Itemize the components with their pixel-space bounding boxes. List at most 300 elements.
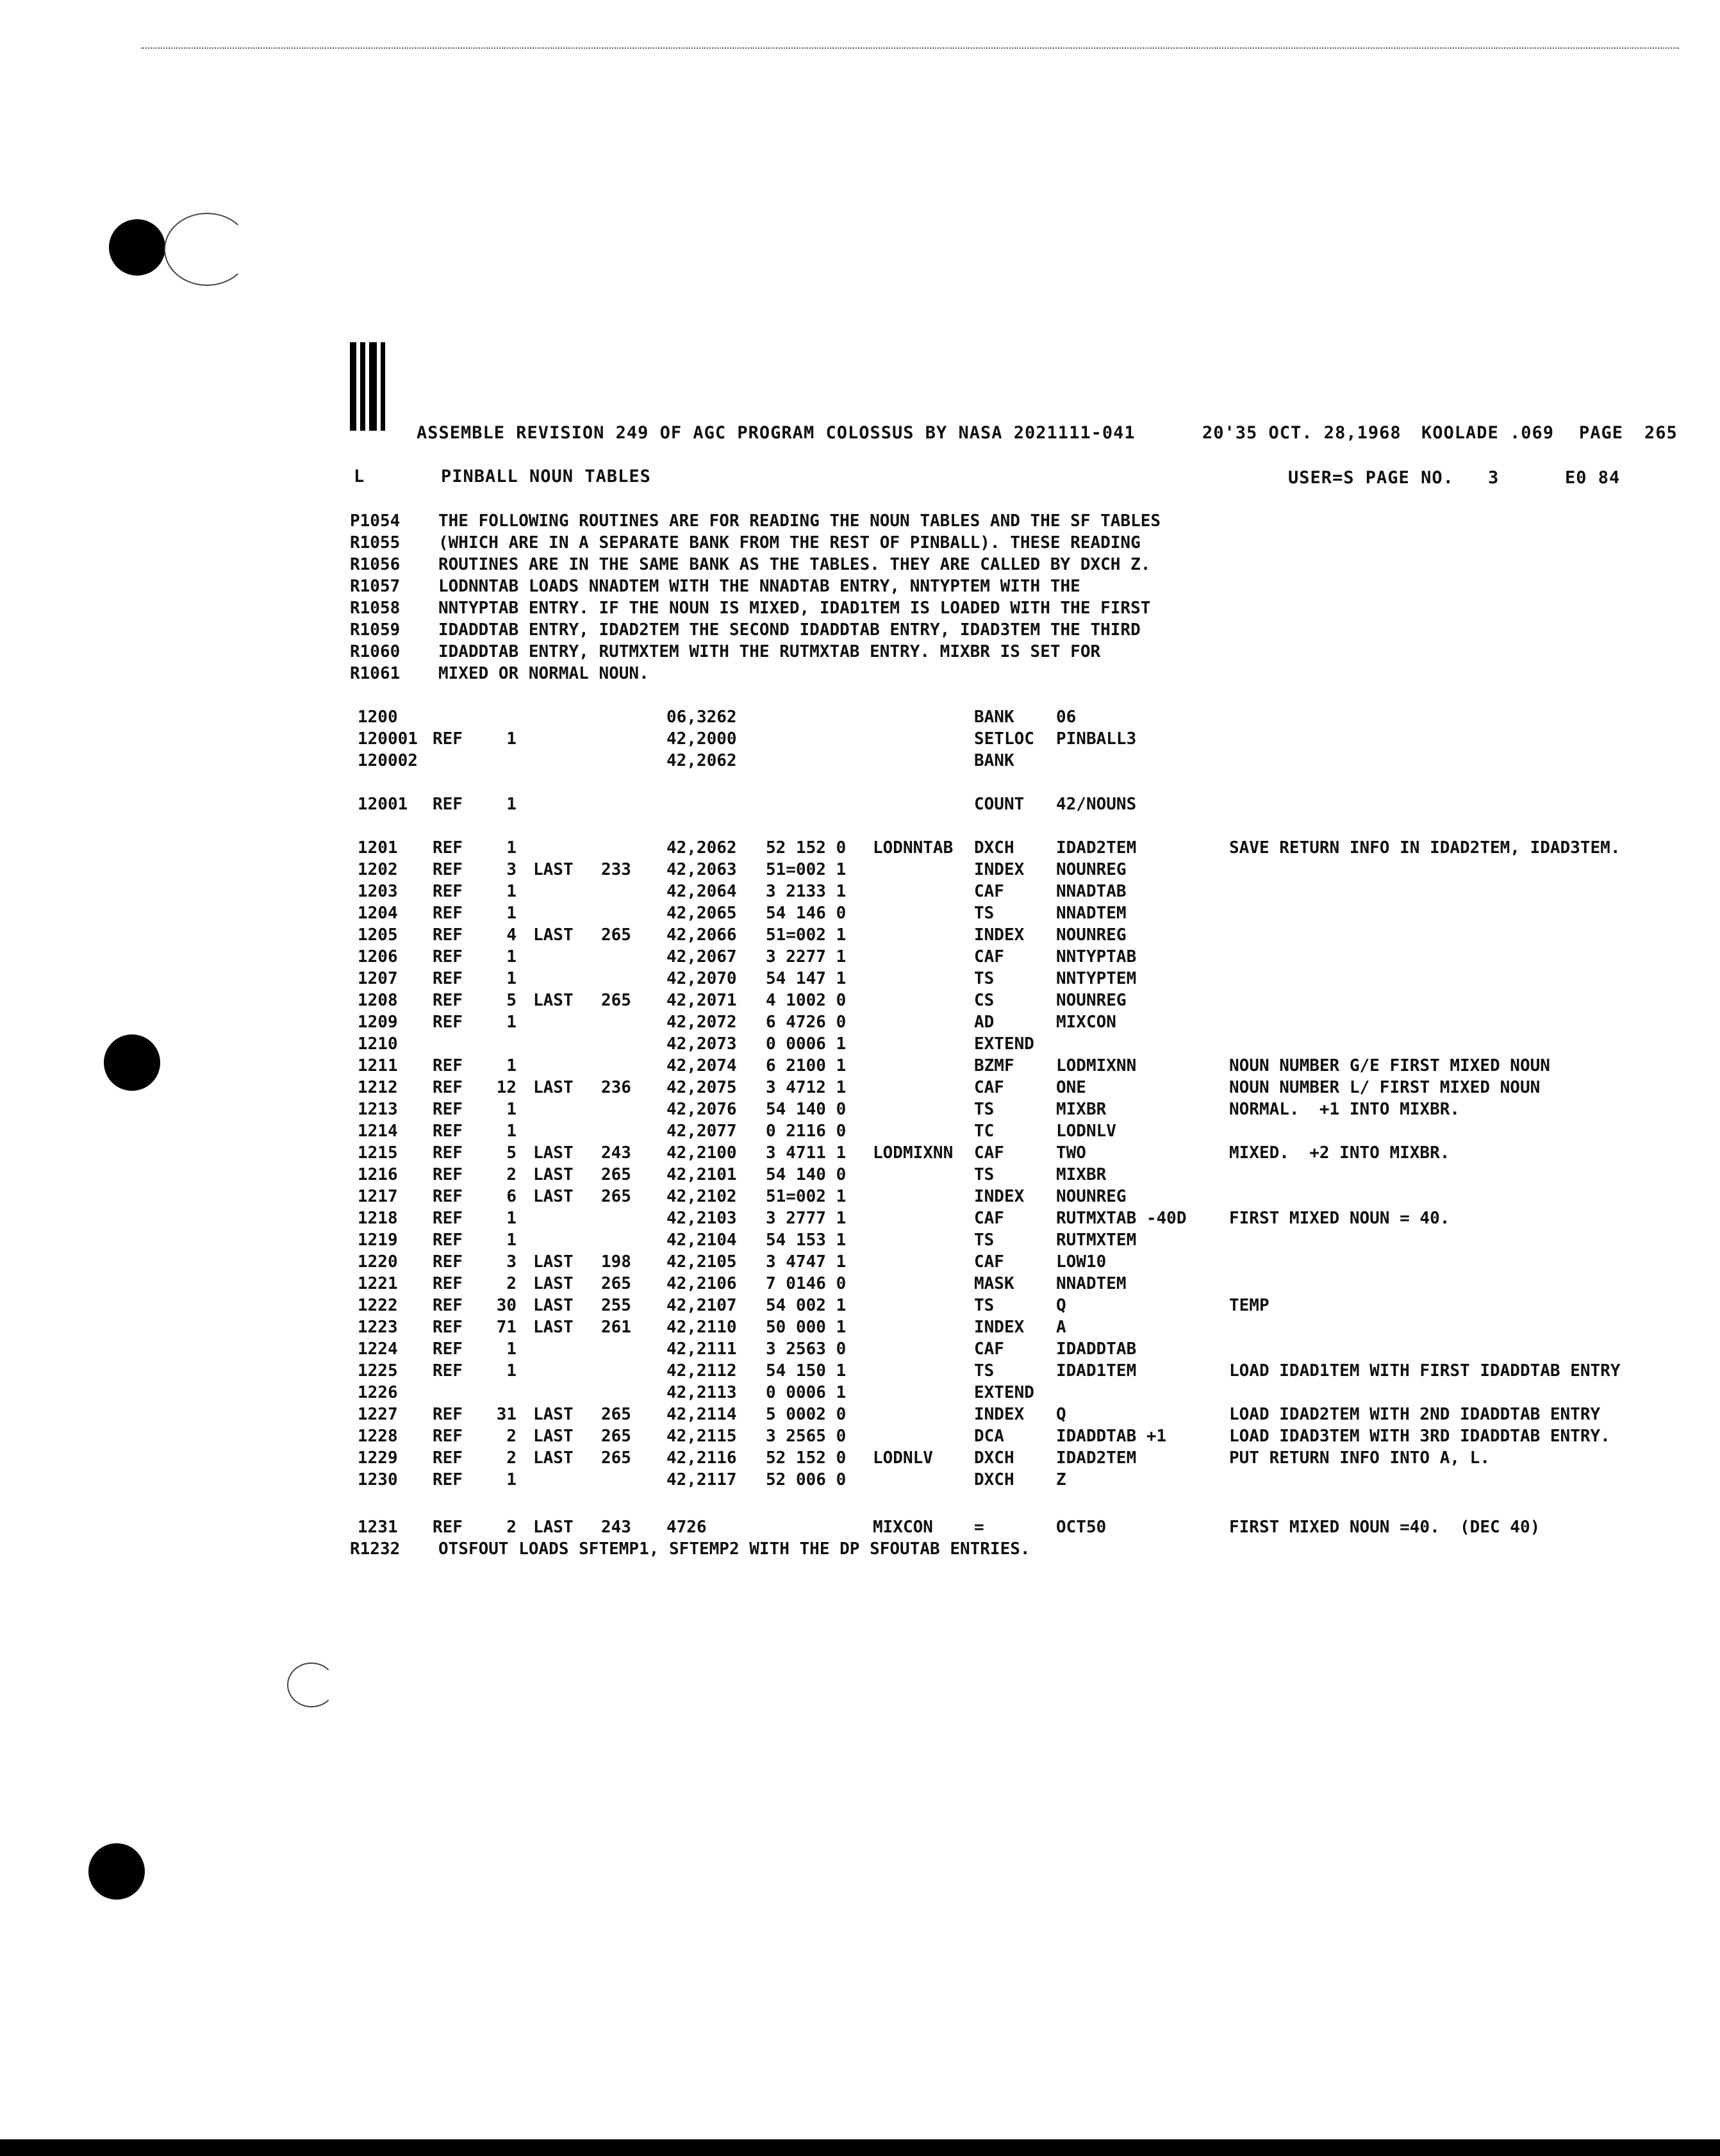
remark-seq: R1061 [350, 664, 401, 683]
listing-row [0, 1209, 1720, 1231]
remark-seq: R1055 [350, 533, 401, 552]
listing-ref-count: 1 [506, 729, 517, 749]
listing-address: 06,3262 [666, 708, 737, 727]
listing-operand: NNADTEM [1056, 904, 1127, 923]
listing-address: 42,2113 [666, 1383, 737, 1402]
listing-machine-code: 54 147 1 [766, 969, 847, 988]
listing-ref-count: 5 [506, 991, 517, 1010]
listing-ref-count: 30 [496, 1296, 517, 1315]
listing-seq: 1227 [358, 1405, 398, 1424]
listing-row [0, 1448, 1720, 1470]
listing-last: LAST [533, 1274, 574, 1293]
listing-machine-code: 6 4726 0 [766, 1013, 847, 1032]
listing-operand: MIXBR [1056, 1100, 1107, 1119]
listing-address: 42,2066 [666, 925, 737, 945]
listing-opcode: INDEX [974, 925, 1025, 945]
listing-label: LODNLV [873, 1448, 933, 1468]
listing-ref-count: 2 [506, 1518, 517, 1537]
listing-machine-code: 54 146 0 [766, 904, 847, 923]
listing-row [0, 1383, 1720, 1405]
listing-address: 42,2115 [666, 1427, 737, 1446]
listing-last-line: 265 [601, 1427, 631, 1446]
listing-row [0, 904, 1720, 925]
listing-seq: 120001 [358, 729, 418, 749]
listing-row [0, 1122, 1720, 1143]
listing-opcode: INDEX [974, 1405, 1025, 1424]
listing-row [0, 1405, 1720, 1427]
remark-line [0, 620, 1720, 642]
listing-row [0, 1100, 1720, 1122]
listing-ref: REF [433, 1427, 463, 1446]
page-number: 265 [1644, 423, 1678, 443]
remark-line [0, 642, 1720, 664]
listing-ref: REF [433, 1078, 463, 1097]
listing-seq: 12001 [358, 795, 408, 814]
remark-seq: R1057 [350, 577, 401, 596]
listing-row [0, 860, 1720, 882]
listing-address: 42,2062 [666, 838, 737, 858]
listing-ref-count: 1 [506, 904, 517, 923]
listing-seq: 1229 [358, 1448, 398, 1468]
listing-operand: NNADTEM [1056, 1274, 1127, 1293]
listing-address: 42,2101 [666, 1165, 737, 1184]
listing-opcode: SETLOC [974, 729, 1034, 749]
listing-address: 42,2106 [666, 1274, 737, 1293]
listing-last: LAST [533, 860, 574, 879]
listing-address: 42,2112 [666, 1361, 737, 1381]
listing-ref-count: 1 [506, 1231, 517, 1250]
remark-text: IDADDTAB ENTRY, IDAD2TEM THE SECOND IDADDTAB ENTRY, IDAD3TEM THE THIRD [438, 620, 1141, 640]
listing-ref: REF [433, 947, 463, 966]
remark-line [0, 511, 1720, 533]
listing-ref-count: 1 [506, 1361, 517, 1381]
listing-row [0, 751, 1720, 773]
listing-ref: REF [433, 1187, 463, 1206]
barcode-mark [350, 342, 390, 431]
listing-ref: REF [433, 1231, 463, 1250]
listing-opcode: CAF [974, 1339, 1004, 1359]
listing-address: 42,2000 [666, 729, 737, 749]
listing-ref-count: 6 [506, 1187, 517, 1206]
listing-ref: REF [433, 1165, 463, 1184]
listing-ref: REF [433, 838, 463, 858]
listing-operand: IDAD2TEM [1056, 838, 1137, 858]
listing-opcode: INDEX [974, 1318, 1025, 1337]
remark-text: OTSFOUT LOADS SFTEMP1, SFTEMP2 WITH THE DP SFOUTAB ENTRIES. [438, 1539, 1030, 1559]
listing-operand: ONE [1056, 1078, 1086, 1097]
listing-opcode: = [974, 1518, 984, 1537]
listing-machine-code: 54 140 0 [766, 1165, 847, 1184]
listing-seq: 1220 [358, 1252, 398, 1272]
listing-ref: REF [433, 1122, 463, 1141]
listing-ref: REF [433, 1209, 463, 1228]
listing-ref: REF [433, 1252, 463, 1272]
listing-machine-code: 52 152 0 [766, 1448, 847, 1468]
listing-opcode: EXTEND [974, 1383, 1034, 1402]
listing-ref: REF [433, 904, 463, 923]
remark-text: (WHICH ARE IN A SEPARATE BANK FROM THE REST OF PINBALL). THESE READING [438, 533, 1141, 552]
listing-seq: 1231 [358, 1518, 398, 1537]
listing-seq: 1202 [358, 860, 398, 879]
listing-machine-code: 52 152 0 [766, 838, 847, 858]
listing-operand: 42/NOUNS [1056, 795, 1137, 814]
listing-ref-count: 1 [506, 838, 517, 858]
listing-last: LAST [533, 1518, 574, 1537]
listing-opcode: TS [974, 904, 995, 923]
listing-ref: REF [433, 1143, 463, 1163]
listing-operand: NOUNREG [1056, 860, 1127, 879]
listing-operand: Q [1056, 1405, 1066, 1424]
listing-ref-count: 2 [506, 1427, 517, 1446]
listing-address: 42,2076 [666, 1100, 737, 1119]
listing-seq: 1223 [358, 1318, 398, 1337]
listing-ref: REF [433, 1339, 463, 1359]
listing-operand: IDADDTAB +1 [1056, 1427, 1167, 1446]
listing-last: LAST [533, 1405, 574, 1424]
listing-machine-code: 5 0002 0 [766, 1405, 847, 1424]
listing-row [0, 1034, 1720, 1056]
remark-text: THE FOLLOWING ROUTINES ARE FOR READING THE NOUN TABLES AND THE SF TABLES [438, 511, 1161, 531]
listing-opcode: TS [974, 1100, 995, 1119]
listing-last-line: 236 [601, 1078, 631, 1097]
listing-machine-code: 4 1002 0 [766, 991, 847, 1010]
listing-operand: IDADDTAB [1056, 1339, 1137, 1359]
listing-machine-code: 3 2133 1 [766, 882, 847, 901]
listing-address: 42,2071 [666, 991, 737, 1010]
listing-seq: 1215 [358, 1143, 398, 1163]
section-title: PINBALL NOUN TABLES [441, 467, 651, 486]
listing-ref-count: 1 [506, 1470, 517, 1489]
remark-seq: R1056 [350, 555, 401, 574]
listing-operand: MIXBR [1056, 1165, 1107, 1184]
listing-ref: REF [433, 969, 463, 988]
assembly-title: ASSEMBLE REVISION 249 OF AGC PROGRAM COLOSSUS BY NASA 2021111-041 [417, 423, 1136, 443]
listing-row [0, 1470, 1720, 1492]
remark-seq: P1054 [350, 511, 401, 531]
listing-ref-count: 1 [506, 1013, 517, 1032]
listing-opcode: BANK [974, 751, 1014, 770]
listing-last-line: 265 [601, 991, 631, 1010]
listing-ref-count: 4 [506, 925, 517, 945]
listing-last-line: 198 [601, 1252, 631, 1272]
remark-seq: R1058 [350, 599, 401, 618]
listing-seq: 1212 [358, 1078, 398, 1097]
listing-ref: REF [433, 729, 463, 749]
listing-operand: Z [1056, 1470, 1066, 1489]
listing-last: LAST [533, 1296, 574, 1315]
top-rule [141, 47, 1679, 49]
listing-last-line: 265 [601, 1187, 631, 1206]
listing-opcode: DXCH [974, 838, 1014, 858]
listing-operand: MIXCON [1056, 1013, 1116, 1032]
listing-machine-code: 3 2277 1 [766, 947, 847, 966]
listing-row [0, 1013, 1720, 1034]
listing-address: 42,2070 [666, 969, 737, 988]
listing-seq: 1200 [358, 708, 398, 727]
listing-address: 42,2067 [666, 947, 737, 966]
listing-label: LODMIXNN [873, 1143, 954, 1163]
listing-ref-count: 1 [506, 1122, 517, 1141]
listing-comment: LOAD IDAD2TEM WITH 2ND IDADDTAB ENTRY [1229, 1405, 1601, 1424]
punch-ring-bottom [287, 1663, 336, 1707]
listing-operand: LODNLV [1056, 1122, 1116, 1141]
listing-machine-code: 50 000 1 [766, 1318, 847, 1337]
page-label: PAGE [1579, 423, 1624, 443]
listing-address: 42,2064 [666, 882, 737, 901]
listing-last: LAST [533, 1448, 574, 1468]
listing-seq: 1204 [358, 904, 398, 923]
user-page-label: USER=S PAGE NO. [1288, 468, 1454, 488]
remark-line [0, 599, 1720, 620]
listing-address: 42,2062 [666, 751, 737, 770]
listing-ref-count: 3 [506, 1252, 517, 1272]
listing-ref-count: 1 [506, 1209, 517, 1228]
listing-address: 42,2063 [666, 860, 737, 879]
listing-seq: 1230 [358, 1470, 398, 1489]
listing-row [0, 1318, 1720, 1339]
listing-opcode: DCA [974, 1427, 1004, 1446]
listing-row [0, 1427, 1720, 1448]
listing-ref: REF [433, 1274, 463, 1293]
listing-comment: FIRST MIXED NOUN = 40. [1229, 1209, 1450, 1228]
listing-last-line: 265 [601, 1448, 631, 1468]
listing-address: 42,2117 [666, 1470, 737, 1489]
listing-seq: 1216 [358, 1165, 398, 1184]
punch-hole-top [109, 219, 165, 276]
koolade-version: KOOLADE .069 [1421, 423, 1555, 443]
listing-last-line: 233 [601, 860, 631, 879]
assembly-timestamp: 20'35 OCT. 28,1968 [1202, 423, 1402, 443]
listing-address: 42,2065 [666, 904, 737, 923]
listing-opcode: TS [974, 1165, 995, 1184]
listing-machine-code: 0 2116 0 [766, 1122, 847, 1141]
listing-seq: 1209 [358, 1013, 398, 1032]
listing-seq: 1228 [358, 1427, 398, 1446]
listing-address: 42,2116 [666, 1448, 737, 1468]
listing-comment: NOUN NUMBER L/ FIRST MIXED NOUN [1229, 1078, 1541, 1097]
listing-opcode: CAF [974, 1252, 1004, 1272]
listing-seq: 120002 [358, 751, 418, 770]
remark-line [0, 533, 1720, 555]
listing-ref-count: 1 [506, 1339, 517, 1359]
listing-opcode: DXCH [974, 1470, 1014, 1489]
listing-row [0, 1339, 1720, 1361]
listing-operand: PINBALL3 [1056, 729, 1137, 749]
listing-machine-code: 3 4711 1 [766, 1143, 847, 1163]
listing-address: 42,2107 [666, 1296, 737, 1315]
listing-row [0, 838, 1720, 860]
listing-ref: REF [433, 1296, 463, 1315]
listing-last-line: 265 [601, 1274, 631, 1293]
listing-last: LAST [533, 1318, 574, 1337]
listing-address: 42,2110 [666, 1318, 737, 1337]
listing-opcode: CAF [974, 882, 1004, 901]
listing-opcode: EXTEND [974, 1034, 1034, 1054]
listing-ref-count: 71 [496, 1318, 517, 1337]
listing-seq: 1205 [358, 925, 398, 945]
listing-seq: 1207 [358, 969, 398, 988]
listing-seq: 1208 [358, 991, 398, 1010]
listing-label: MIXCON [873, 1518, 933, 1537]
listing-operand: NNADTAB [1056, 882, 1127, 901]
listing-machine-code: 3 2565 0 [766, 1427, 847, 1446]
listing-ref: REF [433, 795, 463, 814]
listing-seq: 1203 [358, 882, 398, 901]
listing-row [0, 729, 1720, 751]
listing-seq: 1217 [358, 1187, 398, 1206]
listing-operand: OCT50 [1056, 1518, 1107, 1537]
listing-ref-count: 3 [506, 860, 517, 879]
listing-opcode: CAF [974, 1078, 1004, 1097]
listing-operand: NOUNREG [1056, 991, 1127, 1010]
listing-ref: REF [433, 1361, 463, 1381]
listing-seq: 1201 [358, 838, 398, 858]
listing-opcode: TS [974, 969, 995, 988]
punch-ring-top [164, 213, 250, 286]
listing-seq: 1221 [358, 1274, 398, 1293]
listing-row [0, 1231, 1720, 1252]
listing-address: 42,2114 [666, 1405, 737, 1424]
listing-row [0, 1296, 1720, 1318]
listing-row [0, 1518, 1720, 1539]
listing-machine-code: 0 0006 1 [766, 1034, 847, 1054]
listing-ref: REF [433, 1470, 463, 1489]
listing-operand: A [1056, 1318, 1066, 1337]
listing-machine-code: 3 4712 1 [766, 1078, 847, 1097]
listing-operand: TWO [1056, 1143, 1086, 1163]
listing-last-line: 265 [601, 925, 631, 945]
listing-opcode: MASK [974, 1274, 1014, 1293]
remark-line [0, 555, 1720, 577]
listing-address: 42,2077 [666, 1122, 737, 1141]
listing-ref: REF [433, 1318, 463, 1337]
listing-seq: 1210 [358, 1034, 398, 1054]
listing-operand: LODMIXNN [1056, 1056, 1137, 1075]
listing-seq: 1211 [358, 1056, 398, 1075]
listing-operand: NOUNREG [1056, 925, 1127, 945]
listing-seq: 1224 [358, 1339, 398, 1359]
listing-last: LAST [533, 1427, 574, 1446]
listing-ref-count: 1 [506, 882, 517, 901]
listing-ref: REF [433, 991, 463, 1010]
listing-operand: RUTMXTEM [1056, 1231, 1137, 1250]
remark-text: IDADDTAB ENTRY, RUTMXTEM WITH THE RUTMXTAB ENTRY. MIXBR IS SET FOR [438, 642, 1101, 661]
listing-machine-code: 54 153 1 [766, 1231, 847, 1250]
listing-address: 42,2104 [666, 1231, 737, 1250]
listing-operand: IDAD2TEM [1056, 1448, 1137, 1468]
remark-seq: R1232 [350, 1539, 401, 1559]
listing-ref: REF [433, 1448, 463, 1468]
listing-ref: REF [433, 1100, 463, 1119]
listing-row [0, 947, 1720, 969]
listing-operand: NOUNREG [1056, 1187, 1127, 1206]
listing-machine-code: 54 002 1 [766, 1296, 847, 1315]
listing-ref: REF [433, 925, 463, 945]
remark-text: NNTYPTAB ENTRY. IF THE NOUN IS MIXED, IDAD1TEM IS LOADED WITH THE FIRST [438, 599, 1151, 618]
listing-ref: REF [433, 1518, 463, 1537]
listing-opcode: TS [974, 1296, 995, 1315]
punch-hole-bottom [88, 1843, 145, 1900]
listing-machine-code: 54 150 1 [766, 1361, 847, 1381]
remark-text: LODNNTAB LOADS NNADTEM WITH THE NNADTAB ENTRY, NNTYPTEM WITH THE [438, 577, 1080, 596]
listing-opcode: CAF [974, 1209, 1004, 1228]
listing-seq: 1213 [358, 1100, 398, 1119]
listing-machine-code: 51=002 1 [766, 1187, 847, 1206]
listing-row [0, 1274, 1720, 1296]
listing-opcode: TS [974, 1231, 995, 1250]
listing-machine-code: 3 2777 1 [766, 1209, 847, 1228]
listing-ref: REF [433, 1405, 463, 1424]
listing-comment: LOAD IDAD1TEM WITH FIRST IDADDTAB ENTRY [1229, 1361, 1621, 1381]
listing-address: 42,2073 [666, 1034, 737, 1054]
listing-seq: 1225 [358, 1361, 398, 1381]
listing-operand: NNTYPTAB [1056, 947, 1137, 966]
listing-machine-code: 0 0006 1 [766, 1383, 847, 1402]
listing-machine-code: 51=002 1 [766, 925, 847, 945]
listing-opcode: CAF [974, 947, 1004, 966]
listing-last: LAST [533, 1187, 574, 1206]
listing-opcode: TC [974, 1122, 995, 1141]
listing-machine-code: 51=002 1 [766, 860, 847, 879]
l-mark: L [354, 467, 365, 486]
listing-address: 4726 [666, 1518, 707, 1537]
listing-operand: NNTYPTEM [1056, 969, 1137, 988]
remark-seq: R1059 [350, 620, 401, 640]
listing-last-line: 265 [601, 1405, 631, 1424]
listing-row [0, 1143, 1720, 1165]
listing-operand: RUTMXTAB -40D [1056, 1209, 1187, 1228]
listing-machine-code: 54 140 0 [766, 1100, 847, 1119]
listing-address: 42,2102 [666, 1187, 737, 1206]
listing-row [0, 991, 1720, 1013]
listing-address: 42,2111 [666, 1339, 737, 1359]
listing-comment: NORMAL. +1 INTO MIXBR. [1229, 1100, 1460, 1119]
listing-opcode: INDEX [974, 1187, 1025, 1206]
listing-address: 42,2103 [666, 1209, 737, 1228]
listing-last-line: 261 [601, 1318, 631, 1337]
listing-row [0, 795, 1720, 817]
listing-ref-count: 1 [506, 947, 517, 966]
listing-seq: 1222 [358, 1296, 398, 1315]
listing-machine-code: 52 006 0 [766, 1470, 847, 1489]
listing-label: LODNNTAB [873, 838, 954, 858]
listing-row [0, 969, 1720, 991]
eo-code: E0 84 [1565, 468, 1621, 488]
listing-last: LAST [533, 1143, 574, 1163]
listing-row [0, 1056, 1720, 1078]
listing-comment: TEMP [1229, 1296, 1269, 1315]
listing-opcode: DXCH [974, 1448, 1014, 1468]
listing-last-line: 243 [601, 1518, 631, 1537]
remark-line [0, 664, 1720, 686]
remark-line [0, 577, 1720, 599]
listing-last-line: 255 [601, 1296, 631, 1315]
listing-seq: 1219 [358, 1231, 398, 1250]
listing-ref-count: 2 [506, 1165, 517, 1184]
listing-address: 42,2100 [666, 1143, 737, 1163]
listing-machine-code: 7 0146 0 [766, 1274, 847, 1293]
user-page-number: 3 [1488, 468, 1500, 488]
listing-operand: 06 [1056, 708, 1077, 727]
listing-last: LAST [533, 1252, 574, 1272]
listing-last: LAST [533, 991, 574, 1010]
listing-ref-count: 1 [506, 1100, 517, 1119]
listing-ref: REF [433, 882, 463, 901]
trailer-remark [0, 1539, 1720, 1561]
listing-ref-count: 1 [506, 795, 517, 814]
listing-address: 42,2072 [666, 1013, 737, 1032]
listing-row [0, 708, 1720, 729]
